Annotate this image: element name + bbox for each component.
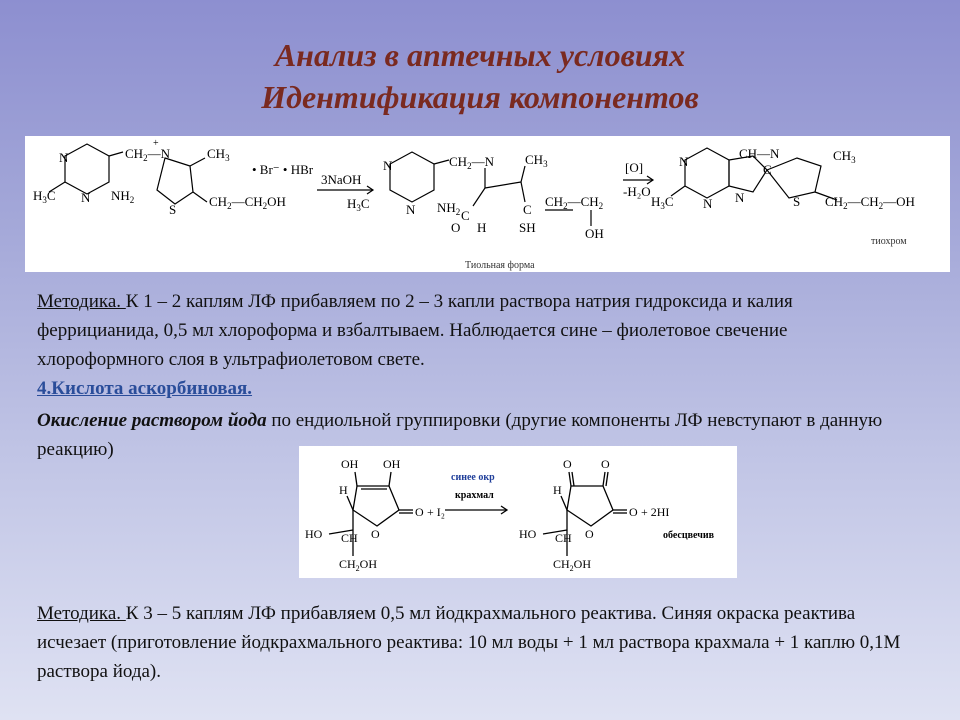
svg-text:CH3: $CH_3$: [207, 146, 230, 163]
ascorbic-acid-link[interactable]: 4.Кислота аскорбиновая.: [37, 378, 253, 399]
svg-text:O: O: [629, 505, 638, 519]
method-text-2: К 3 – 5 каплям ЛФ прибавляем 0,5 мл йодкрахмального реактива. Синяя окраска реактива исчезает (приготовление йодкрахмального реактива: 10 мл воды + 1 мл раствора крахмала + 1 каплю 0,1М раствора йода).: [37, 603, 901, 682]
svg-text:CH2—CH2—OH: $CH_2—CH_2—OH$: [825, 194, 915, 211]
svg-text:H: H: [339, 483, 348, 497]
svg-text:NH2: $NH_2$: [437, 200, 461, 217]
svg-text:HO: HO: [519, 527, 537, 541]
section-heading: [37, 374, 917, 403]
svg-text:H: H: [553, 483, 562, 497]
svg-text:N: N: [735, 190, 745, 205]
svg-text:CH3: $CH_3$: [833, 148, 856, 165]
svg-text:O: O: [563, 457, 572, 471]
svg-text:O: O: [451, 220, 461, 235]
svg-text:CH3: $CH_3$: [525, 152, 548, 169]
slide-title-line-2: Идентификация компонентов: [261, 79, 699, 115]
products-label: + 2HI: [641, 505, 670, 519]
svg-text:N: N: [59, 150, 69, 165]
svg-text:C: C: [523, 202, 532, 217]
svg-text:HO: HO: [305, 527, 323, 541]
svg-text:CH: CH: [341, 531, 358, 545]
svg-text:N: N: [406, 202, 416, 217]
oxidation-bold-lead: Окисление раствором йода: [37, 410, 267, 431]
svg-text:CH2—N: $CH_2—N$: [125, 146, 170, 163]
svg-text:NH2: $NH_2$: [111, 188, 135, 205]
bromide-salt-label: • Br⁻ • HBr: [252, 162, 314, 177]
thiochrome-reaction-diagram: [25, 136, 950, 272]
svg-text:O: O: [601, 457, 610, 471]
svg-text:CH2—CH2: $CH_2—CH_2$: [545, 194, 604, 211]
thiol-form-caption: Тиольная форма: [465, 260, 535, 271]
svg-text:O: O: [415, 505, 424, 519]
svg-text:SH: SH: [519, 220, 536, 235]
svg-text:S: S: [169, 202, 177, 217]
ascorbic-acid-reaction-scheme: [299, 446, 737, 578]
svg-text:CH2OH: $CH_2OH$: [553, 557, 592, 573]
svg-text:CH2—CH2OH: $CH_2—CH_2OH$: [209, 194, 286, 211]
minus-water-label: -H₂O: [623, 184, 651, 199]
svg-text:N: N: [679, 154, 689, 169]
svg-text:C: C: [763, 162, 772, 177]
method-lead-2: Методика.: [37, 603, 126, 624]
svg-text:CH2OH: $CH_2OH$: [339, 557, 378, 573]
method-paragraph-2: [37, 599, 917, 686]
iodine-label: + I₂: [427, 505, 445, 519]
svg-text:CH2—N: $CH_2—N$: [449, 154, 494, 171]
svg-text:N: N: [383, 158, 393, 173]
svg-text:C: C: [461, 208, 470, 223]
svg-text:CH: CH: [555, 531, 572, 545]
slide-title-line-1: Анализ в аптечных условиях: [274, 37, 686, 73]
svg-text:H: H: [477, 220, 487, 235]
svg-text:N: N: [81, 190, 91, 205]
method-paragraph-1: [37, 287, 917, 374]
svg-text:H3C: $H_3C$: [347, 196, 370, 213]
result-label: обесцвечив: [663, 530, 715, 541]
thiochrome-reaction-scheme: [25, 136, 950, 272]
method-text-1: К 1 – 2 каплям ЛФ прибавляем по 2 – 3 капли раствора натрия гидроксида и калия феррицианида, 0,5 мл хлороформа и взбалтываем. Наблюдается сине – фиолетовое свечение хлороформного слоя в ультрафиолетовом свете.: [37, 291, 793, 370]
reagent-label: 3NaOH: [321, 172, 362, 187]
svg-text:OH: OH: [383, 457, 401, 471]
below-arrow-label: крахмал: [455, 490, 494, 501]
svg-text:CH—N: CH—N: [739, 146, 780, 161]
svg-text:H3C: $H_3C$: [33, 188, 56, 205]
svg-text:+: +: [153, 138, 159, 149]
svg-text:O: O: [585, 527, 594, 541]
ascorbic-acid-reaction-diagram: [299, 446, 737, 578]
oxidation-text: по ендиольной группировки (другие компоненты ЛФ невступают в данную реакцию): [37, 410, 883, 460]
svg-text:O: O: [371, 527, 380, 541]
svg-text:OH: OH: [341, 457, 359, 471]
above-arrow-label: синее окр: [451, 472, 495, 483]
svg-text:S: S: [793, 194, 801, 209]
svg-text:H3C: $H_3C$: [651, 194, 674, 211]
svg-text:OH: OH: [585, 226, 604, 241]
thiochrome-caption: тиохром: [871, 236, 907, 247]
method-lead-1: Методика.: [37, 291, 126, 312]
svg-text:N: N: [703, 196, 713, 211]
oxidant-label: [O]: [625, 160, 644, 175]
